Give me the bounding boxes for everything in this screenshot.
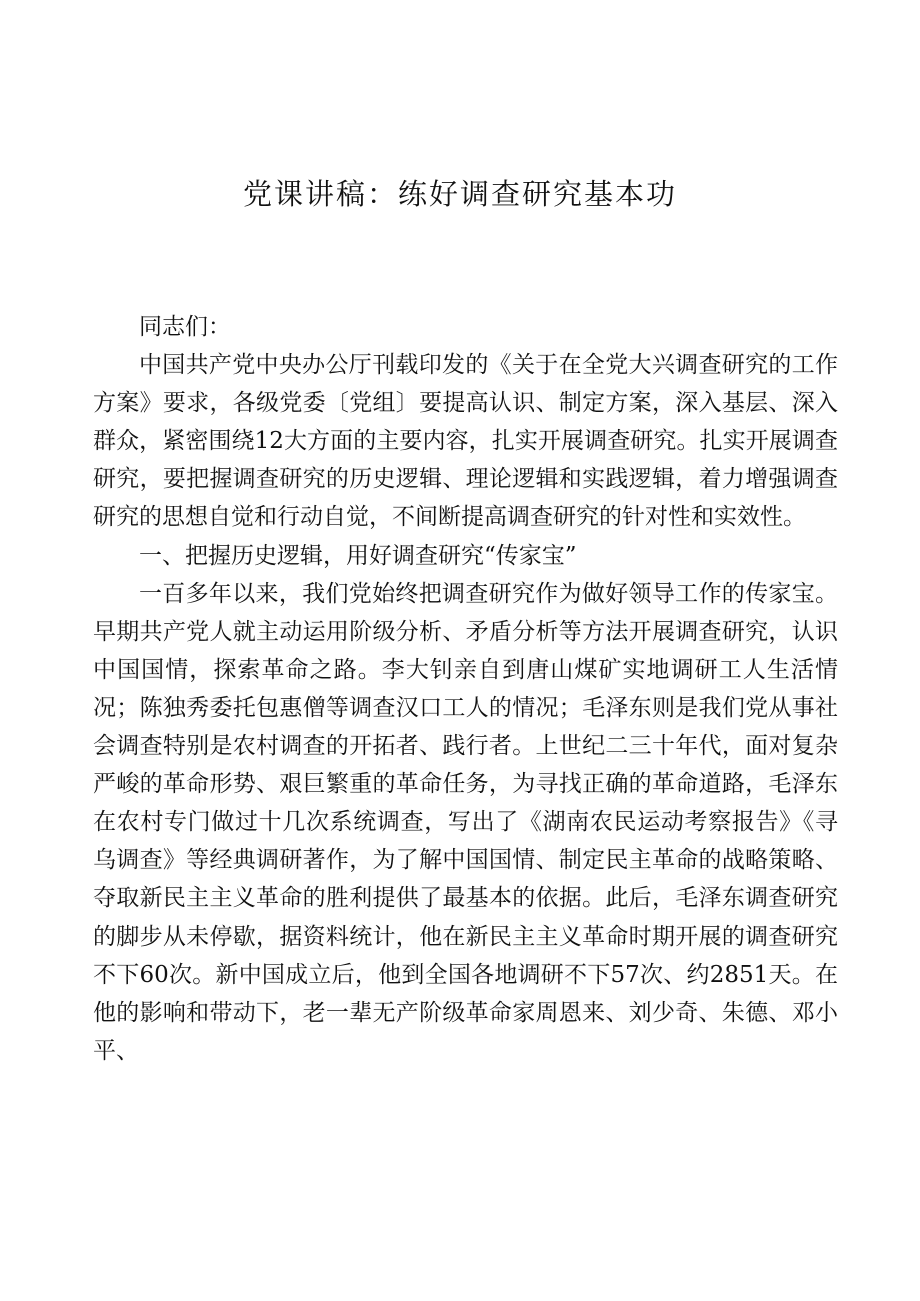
intro-paragraph: 中国共产党中央办公厅刊载印发的《关于在全党大兴调查研究的工作方案》要求，各级党委〔党组〕要提高认识、制定方案，深入基层、深入群众，紧密围绕12大方面的主要内容，扎实开展调查研究。扎实开展调查研究，要把握调查研究的历史逻辑、理论逻辑和实践逻辑，着力增强调查研究的思想自觉和行动自觉，不间断提高调查研究的针对性和实效性。: [93, 352, 838, 531]
document-body: [93, 308, 838, 1070]
document-title: 党课讲稿：练好调查研究基本功: [242, 177, 677, 211]
section-heading: 一、把握历史逻辑，用好调查研究“传家宝”: [139, 542, 577, 569]
history-paragraph: 一百多年以来，我们党始终把调查研究作为做好领导工作的传家宝。早期共产党人就主动运用阶级分析、矛盾分析等方法开展调查研究，认识中国国情，探索革命之路。李大钊亲自到唐山煤矿实地调研工人生活情况；陈独秀委托包惠僧等调查汉口工人的情况；毛泽东则是我们党从事社会调查特别是农村调查的开拓者、践行者。上世纪二三十年代，面对复杂严峻的革命形势、艰巨繁重的革命任务，为寻找正确的革命道路，毛泽东在农村专门做过十几次系统调查，写出了《湖南农民运动考察报告》《寻乌调查》等经典调研著作，为了解中国国情、制定民主革命的战略策略、夺取新民主主义革命的胜利提供了最基本的依据。此后，毛泽东调查研究的脚步从未停歇，据资料统计，他在新民主主义革命时期开展的调查研究不下60次。新中国成立后，他到全国各地调研不下57次、约2851天。在他的影响和带动下，老一辈无产阶级革命家周恩来、刘少奇、朱德、邓小平、: [93, 580, 838, 1064]
salutation-paragraph: 同志们：: [139, 314, 231, 340]
